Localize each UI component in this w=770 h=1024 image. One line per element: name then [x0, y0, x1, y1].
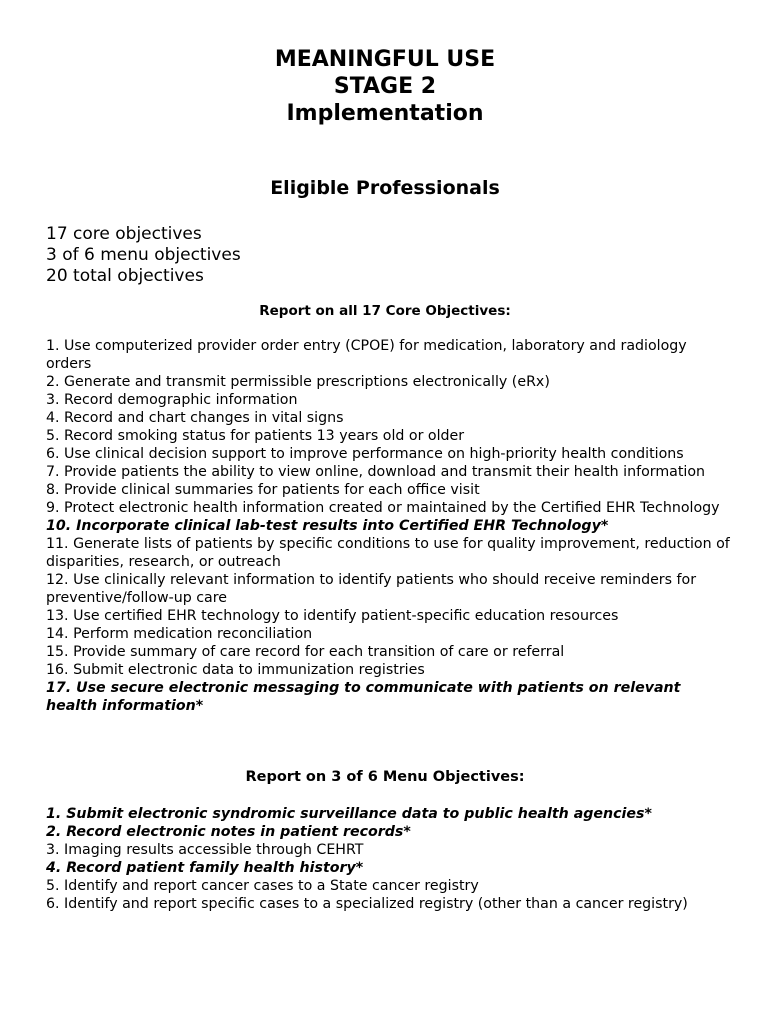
objective-item: 7. Provide patients the ability to view online, download and transmit their health information: [46, 464, 706, 480]
objective-item: 13. Use certified EHR technology to identify patient-specific education resources: [46, 608, 619, 624]
objective-item: 5. Record smoking status for patients 13 years old or older: [46, 428, 465, 444]
core-objectives-list: [46, 337, 736, 715]
summary-line: 20 total objectives: [46, 266, 204, 286]
objective-item: 8. Provide clinical summaries for patients for each office visit: [46, 482, 480, 498]
objective-item: 17. Use secure electronic messaging to communicate with patients on relevant health information*: [46, 680, 681, 714]
objective-item: 11. Generate lists of patients by specific conditions to use for quality improvement, reduction of disparities, research, or outreach: [46, 536, 730, 570]
objective-item: 15. Provide summary of care record for each transition of care or referral: [46, 644, 565, 660]
objective-item: 5. Identify and report cancer cases to a State cancer registry: [46, 878, 479, 894]
summary-line: 17 core objectives: [46, 224, 202, 244]
title-line-2: STAGE 2: [333, 74, 437, 99]
objective-item: 1. Submit electronic syndromic surveillance data to public health agencies*: [46, 806, 652, 822]
objective-item: 2. Generate and transmit permissible prescriptions electronically (eRx): [46, 374, 550, 390]
objective-item: 10. Incorporate clinical lab-test results into Certified EHR Technology*: [46, 518, 609, 534]
objectives-summary: [46, 224, 241, 287]
menu-objectives-heading: Report on 3 of 6 Menu Objectives:: [245, 769, 525, 785]
objective-item: 1. Use computerized provider order entry (CPOE) for medication, laboratory and radiology orders: [46, 338, 687, 372]
objective-item: 14. Perform medication reconciliation: [46, 626, 313, 642]
objective-item: 4. Record patient family health history*: [46, 860, 364, 876]
objective-item: 9. Protect electronic health information created or maintained by the Certified EHR Technology: [46, 500, 720, 516]
objective-item: 12. Use clinically relevant information to identify patients who should receive reminders for preventive/follow-up care: [46, 572, 697, 606]
objective-item: 3. Imaging results accessible through CEHRT: [46, 842, 364, 858]
title-line-3: Implementation: [286, 101, 484, 126]
objective-item: 4. Record and chart changes in vital signs: [46, 410, 344, 426]
document-subtitle: Eligible Professionals: [270, 177, 500, 199]
objective-item: 6. Identify and report specific cases to a specialized registry (other than a cancer registry): [46, 896, 688, 912]
summary-line: 3 of 6 menu objectives: [46, 245, 241, 265]
objective-item: 16. Submit electronic data to immunization registries: [46, 662, 425, 678]
objective-item: 6. Use clinical decision support to improve performance on high-priority health conditions: [46, 446, 684, 462]
core-objectives-heading: Report on all 17 Core Objectives:: [259, 303, 511, 319]
title-line-1: MEANINGFUL USE: [274, 47, 496, 72]
objective-item: 2. Record electronic notes in patient records*: [46, 824, 411, 840]
document-title: [0, 46, 770, 127]
objective-item: 3. Record demographic information: [46, 392, 298, 408]
menu-objectives-list: [46, 805, 736, 913]
